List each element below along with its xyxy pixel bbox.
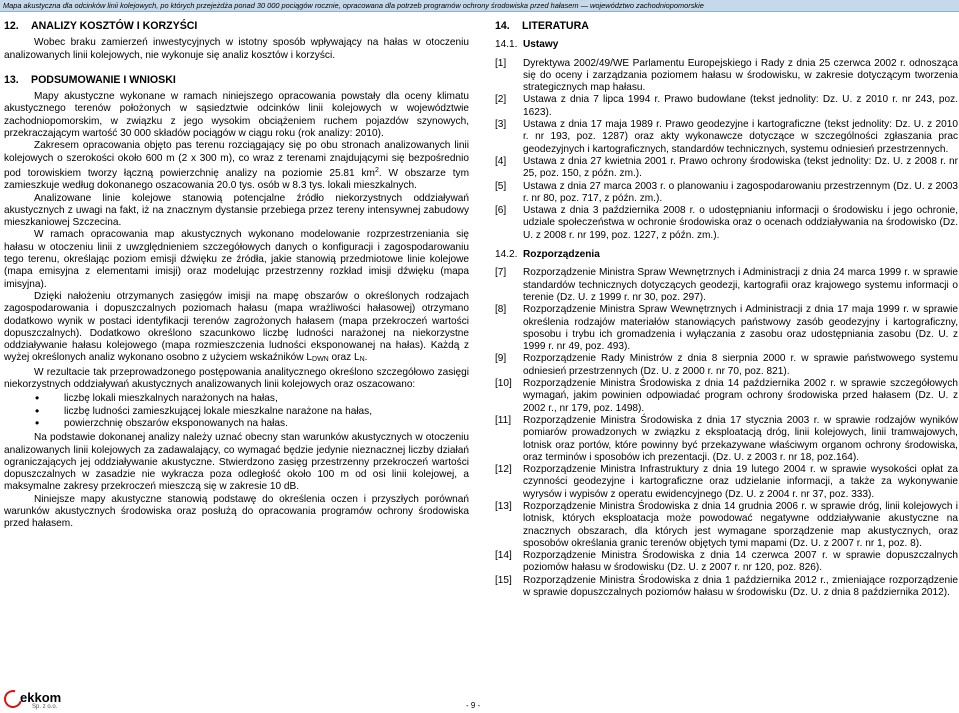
reference-text: Rozporządzenie Ministra Środowiska z dnia 17 stycznia 2003 r. w sprawie rodzajów wyników pomiarów prowadzonych w związku z eksploatacją dróg, linii kolejowych, linii tramwajowych, lotnisk oraz portów, które powinny być przekazywane właściwym organom ochrony środowiska, oraz terminów i sposobów ich prezentacji. (Dz. U. z 2003 r. nr 18, poz.164). [523,414,958,463]
paragraph: W ramach opracowania map akustycznych wykonano modelowanie rozprzestrzeniania się hałasu w otoczeniu linii z uwzględnieniem szczegółowych danych o konfiguracji i zagospodarowaniu tego terenu, określając poziom emisji dźwięku ze źródła, jakie stanowią przedmiotowe linie kolejowe (mapa emisyjna z elementami imisji) oraz modelując przestrzenny rozkład imisji dźwięku (mapa imisyjna). [4,229,469,290]
section-13-heading [4,74,469,86]
reference-text: Ustawa z dnia 7 lipca 1994 r. Prawo budowlane (tekst jednolity: Dz. U. z 2010 r. nr 243, poz. 1623). [523,94,958,118]
reference-text: Ustawa z dnia 17 maja 1989 r. Prawo geodezyjne i kartograficzne (tekst jednolity: Dz. U. z 2010 r. nr 193, poz. 1287) oraz akty wykonawcze dotyczące w szczególności zgłaszania prac geodezyjnych i kartograficznych, standardów technicznych, systemu odniesień przestrzennych. [523,119,958,155]
section-title: PODSUMOWANIE I WNIOSKI [31,73,176,86]
logo-subtext: Sp. z o.o. [32,704,58,710]
reference-item [495,464,958,501]
right-column [495,20,958,599]
subsection-heading [495,249,958,261]
subsection-number: 14.1. [495,39,518,51]
reference-number: [7] [495,267,507,279]
reference-item [495,304,958,353]
reference-text: Rozporządzenie Rady Ministrów z dnia 8 sierpnia 2000 r. w sprawie państwowego systemu odniesień przestrzennych (Dz. U. z 2000 r. nr 70, poz. 821). [523,353,958,377]
paragraph: Analizowane linie kolejowe stanowią potencjalne źródło niekorzystnych oddziaływań akustycznych z uwagi na fakt, iż na znacznym dystansie przebiega przez tereny intensywnej zabudowy mieszkaniowej Szczecina. [4,192,469,229]
section-14-heading [495,20,958,32]
section-number: 14. [495,20,510,32]
reference-number: [11] [495,414,512,426]
section-title: ANALIZY KOSZTÓW I KORZYŚCI [31,20,198,32]
running-header: Mapa akustyczna dla odcinków linii kolejowych, po których przejeżdża ponad 30 000 pociągów rocznie, opracowana dla potrzeb programów ochrony środowiska przed hałasem — województwo zachodniopomorskie [0,0,959,12]
subsection-heading [495,39,958,51]
reference-list-regulations [495,267,958,599]
text-run: Zakresem opracowania objęto pas terenu rozciągający się po obu stronach analizowanych linii kolejowych o szerokości około 600 m (2 x 300 m), co wraz z terenami znajdującymi się bezpośrednio pod torowiskiem tworzy łączną powierzchnię analizy na poziomie 25.81 km [4,140,469,179]
text-run: oraz L [328,352,360,364]
reference-item [495,415,958,464]
reference-number: [10] [495,378,512,390]
paragraph [4,291,469,367]
text-run: . W obszarze tym zamieszkuje według dokonanego oszacowania 20.0 tys. osób w 8.3 tys. lokali mieszkalnych. [4,167,469,192]
paragraph: Mapy akustyczne wykonane w ramach niniejszego opracowania powstały dla oceny klimatu akustycznego terenów położonych w sąsiedztwie odcinków linii kolejowych w województwie zachodniopomorskim, w związku z jego wysokim obciążeniem ruchem pojazdów szynowych, przekraczającym wartość 30 000 składów pociągów w ciągu roku (rok analizy: 2010). [4,91,469,140]
reference-number: [1] [495,57,507,69]
left-column [4,20,469,531]
list-item: • powierzchnię obszarów eksponowanych na hałas. [4,418,469,430]
list-item: • liczbę lokali mieszkalnych narażonych na hałas, [4,393,469,405]
section-12-heading [4,20,469,32]
paragraph: W rezultacie tak przeprowadzonego postępowania analitycznego określono szczegółowo zasięgi niekorzystnych oddziaływań akustycznych analizowanych linii kolejowych oraz oszacowano: [4,366,469,391]
reference-text: Ustawa z dnia 3 października 2008 r. o udostępnianiu informacji o środowisku i jego ochronie, udziale społeczeństwa w ochronie środowiska oraz o ocenach oddziaływania na środowisko (Dz. U. z 2008 r. nr 199, poz. 1227, z późn. zm.). [523,205,958,241]
reference-item [495,378,958,415]
reference-item [495,205,958,242]
reference-item [495,501,958,550]
reference-number: [9] [495,353,507,365]
reference-number: [14] [495,550,512,562]
reference-number: [13] [495,500,512,512]
section-number: 12. [4,20,19,32]
logo-text: ekkom [20,690,62,705]
reference-number: [8] [495,304,507,316]
reference-text: Rozporządzenie Ministra Środowiska z dnia 14 grudnia 2006 r. w sprawie dróg, linii kolejowych i lotnisk, których eksploatacja może powodować negatywne oddziaływanie akustyczne na znacznych obszarach, dla których jest wymagane sporządzenie map akustycznych, oraz sposobów określania granic terenów objętych tymi mapami (Dz. U. z 2007 r. nr 1, poz. 8). [523,500,958,549]
paragraph [4,140,469,192]
reference-text: Rozporządzenie Ministra Spraw Wewnętrznych i Administracji z dnia 17 maja 1999 r. w sprawie określenia rodzajów materiałów stanowiących państwowy zasób geodezyjny i kartograficzny, sposobu i trybu ich gromadzenia i wyłączania z zasobu oraz udostępniania zasobu (Dz. U. z 1999 r. nr 49, poz. 493). [523,304,958,353]
reference-text: Ustawa z dnia 27 marca 2003 r. o planowaniu i zagospodarowaniu przestrzennym (Dz. U. z 2003 r. nr 80, poz. 717, z późn. zm.). [523,180,958,204]
reference-item [495,119,958,156]
paragraph: Na podstawie dokonanej analizy należy uznać obecny stan warunków akustycznych w otoczeniu analizowanych linii kolejowych za zadawalający, co wymagać będzie jedynie nieznacznej liczby działań ograniczających jej oddziaływanie akustyczne. Stwierdzono zasięg przestrzenny przekroczeń wartości dopuszczalnych w zasadzie nie wykracza poza odległość około 100 m od osi linii kolejowej, a maksymalne zakresy przekroczeń mieszczą się w zakresie 10 dB. [4,432,469,493]
reference-list-laws [495,58,958,242]
reference-text: Rozporządzenie Ministra Infrastruktury z dnia 19 lutego 2004 r. w sprawie wysokości opłat za czynności geodezyjne i kartograficzne oraz udzielanie informacji, a także za wykonywanie wyrysów i wypisów z operatu ewidencyjnego (Dz. U. z 2004 r. nr 37, poz. 333). [523,464,958,500]
reference-number: [15] [495,574,512,586]
subscript: N [359,356,365,364]
reference-item [495,267,958,304]
reference-text: Rozporządzenie Ministra Spraw Wewnętrznych i Administracji z dnia 24 marca 1999 r. w sprawie standardów technicznych dotyczących geodezji, kartografii oraz krajowego systemu informacji o terenie (Dz. U. z 1999 r. nr 30, poz. 297). [523,267,958,303]
reference-item [495,58,958,95]
subsection-number: 14.2. [495,249,518,261]
list-item: • liczbę ludności zamieszkującej lokale mieszkalne narażone na hałas, [4,406,469,418]
subscript: DWN [312,356,329,364]
company-logo [2,690,102,712]
reference-text: Ustawa z dnia 27 kwietnia 2001 r. Prawo ochrony środowiska (tekst jednolity: Dz. U. z 2008 r. nr 25, poz. 150, z późn. zm.). [523,155,958,180]
reference-text: Rozporządzenie Ministra Środowiska z dnia 14 października 2002 r. w sprawie szczegółowych wymagań, jakim powinien odpowiadać program ochrony środowiska przed hałasem (Dz. U. z 2002 r., nr 179, poz. 1498). [523,378,958,414]
reference-number: [5] [495,180,507,192]
reference-item [495,156,958,181]
reference-number: [4] [495,155,507,167]
reference-number: [6] [495,205,507,217]
text-run: Dzięki nałożeniu otrzymanych zasięgów imisji na mapę obszarów o określonych rodzajach zagospodarowania i dopuszczalnych poziomach hałasu (mapa wrażliwości hałasowej) otrzymano dodatkowo wynik w postaci identyfikacji terenów zagrożonych hałasem (mapa przekroczeń wartości dopuszczalnych). Dodatkowo określono szacunkowo liczbę ludności narażonej na niekorzystne oddziaływanie hałasu kolejowego (mapa rozmieszczenia ludności eksponowanej na hałas). Każdą z wyżej określonych analiz wykonano osobno z użyciem wskaźników L [4,290,469,364]
subsection-title: Ustawy [523,39,559,51]
section-number: 13. [4,73,19,86]
reference-item [495,181,958,206]
section-title: LITERATURA [522,20,589,32]
reference-item [495,94,958,119]
paragraph: Niniejsze mapy akustyczne stanowią podstawę do określenia oczen i przyszłych porównań warunków akustycznych środowiska oraz posłużą do opracowania programów ochrony środowiska przed hałasem. [4,493,469,530]
subsection-title: Rozporządzenia [523,249,600,261]
reference-item [495,575,958,600]
superscript: 2 [374,166,379,174]
reference-number: [2] [495,94,507,106]
reference-number: [12] [495,464,512,476]
section-12-text: Wobec braku zamierzeń inwestycyjnych w istotny sposób wpływający na hałas w otoczeniu analizowanych linii kolejowych, nie wykonuje się analiz kosztów i korzyści. [4,37,469,61]
page-number: - 9 - [466,701,481,710]
reference-text: Dyrektywa 2002/49/WE Parlamentu Europejskiego i Rady z dnia 25 czerwca 2002 r. odnosząca się do oceny i zarządzania poziomem hałasu w środowisku, w zakresie dotyczącym tworzenia strategicznych map hałasu. [523,57,958,94]
text-run: . [364,352,368,364]
reference-item [495,353,958,378]
reference-number: [3] [495,119,507,131]
reference-item [495,550,958,575]
reference-text: Rozporządzenie Ministra Środowiska z dnia 1 października 2012 r., zmieniające rozporządzenie w sprawie dopuszczalnych poziomów hałasu w środowisku (Dz. U. z dnia 8 października 2012). [523,574,958,599]
bullet-list [4,393,469,430]
reference-text: Rozporządzenie Ministra Środowiska z dnia 14 czerwca 2007 r. w sprawie dopuszczalnych poziomów hałasu w środowisku (Dz. U. z 2007 r. nr 120, poz. 826). [523,550,958,574]
